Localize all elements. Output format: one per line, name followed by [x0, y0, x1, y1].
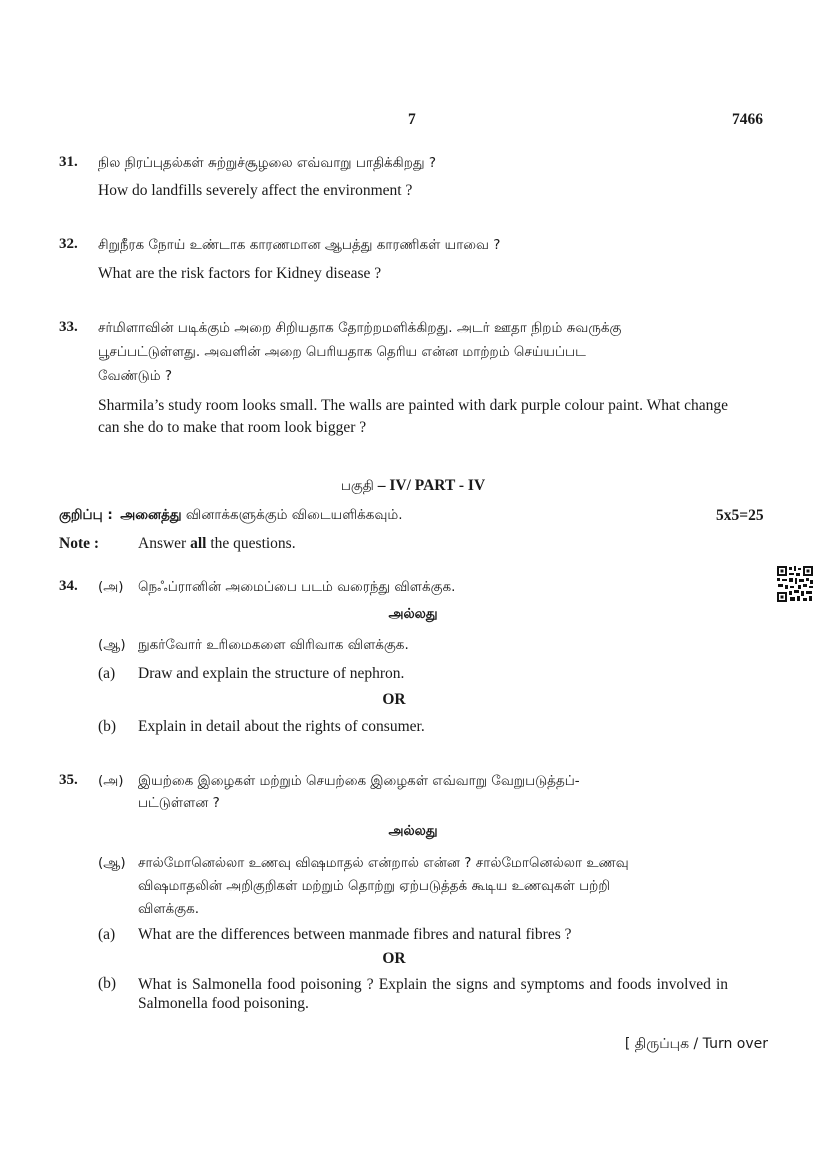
question-tamil-line: சர்மிளாவின் படிக்கும் அறை சிறியதாக தோற்றமளிக்கிறது. அடர் ஊதா நிறம் சுவருக்கு: [98, 320, 622, 336]
question-english: What are the risk factors for Kidney disease ?: [98, 265, 382, 282]
question-tamil-line: வேண்டும் ?: [98, 368, 173, 384]
note-tamil-label: குறிப்பு :: [59, 507, 113, 523]
question-number: 33.: [59, 319, 78, 335]
option-tamil-line: பட்டுள்ளன ?: [138, 795, 220, 811]
note-english-post: the questions.: [206, 535, 296, 552]
question-number: 35.: [59, 772, 78, 788]
option-tamil-line: சால்மோனெல்லா உணவு விஷமாதல் என்றால் என்ன ? சால்மோனெல்லா உணவு: [138, 855, 629, 871]
option-tamil: நெஃப்ரானின் அமைப்பை படம் வரைந்து விளக்குக.: [138, 579, 456, 595]
question-tamil: நில நிரப்புதல்கள் சுற்றுச்சூழலை எவ்வாறு பாதிக்கிறது ?: [98, 155, 437, 171]
option-label: (a): [98, 926, 116, 943]
or-english: OR: [382, 691, 406, 708]
part-heading: [0, 477, 826, 496]
or-tamil: அல்லது: [388, 606, 438, 622]
turn-over-text: [ திருப்புக / Turn over: [624, 1036, 768, 1052]
option-label: (b): [98, 718, 117, 735]
part-heading-tamil: பகுதி: [340, 478, 374, 494]
option-english: Explain in detail about the rights of consumer.: [138, 718, 425, 735]
option-english: What is Salmonella food poisoning ? Explain the signs and symptoms and foods involved in Salmonella food poisoning.: [138, 976, 728, 1012]
option-label-tamil: (அ): [98, 579, 124, 595]
paper-code: 7466: [732, 111, 763, 128]
question-english: How do landfills severely affect the environment ?: [98, 182, 413, 199]
option-label-tamil: (அ): [98, 773, 124, 789]
question-number: 32.: [59, 236, 78, 252]
question-number: 34.: [59, 578, 78, 594]
question-english: Sharmila’s study room looks small. The walls are painted with dark purple colour paint. What change can she do to make that room look bigger ?: [98, 397, 728, 436]
note-english-label: Note :: [59, 535, 100, 552]
page-number: 7: [408, 111, 416, 128]
part-heading-english: – IV/ PART - IV: [373, 477, 486, 494]
question-tamil-line: பூசப்பட்டுள்ளது. அவளின் அறை பெரியதாக தெரிய என்ன மாற்றம் செய்யப்பட: [98, 344, 586, 360]
option-label-tamil: (ஆ): [98, 855, 126, 871]
note-tamil-bold: அனைத்து: [120, 507, 182, 523]
note-english-pre: Answer: [138, 535, 191, 552]
option-tamil-line: விளக்குக.: [138, 901, 200, 917]
option-label-tamil: (ஆ): [98, 637, 126, 653]
note-tamil-text: வினாக்களுக்கும் விடையளிக்கவும்.: [181, 507, 403, 523]
turn-over: [625, 1036, 768, 1054]
note-english-text: [138, 535, 296, 553]
note-tamil: [59, 507, 403, 525]
question-tamil: சிறுநீரக நோய் உண்டாக காரணமான ஆபத்து காரணிகள் யாவை ?: [98, 237, 501, 253]
or-english: OR: [382, 950, 406, 967]
or-tamil: அல்லது: [388, 823, 438, 839]
option-label: (b): [98, 975, 117, 992]
option-tamil: நுகர்வோர் உரிமைகளை விரிவாக விளக்குக.: [138, 637, 409, 653]
option-tamil-line: விஷமாதலின் அறிகுறிகள் மற்றும் தொற்று ஏற்படுத்தக் கூடிய உணவுகள் பற்றி: [138, 878, 610, 894]
qr-code-icon: [776, 565, 814, 603]
option-tamil-line: இயற்கை இழைகள் மற்றும் செயற்கை இழைகள் எவ்வாறு வேறுபடுத்தப்-: [138, 773, 580, 789]
marks: 5x5=25: [716, 507, 764, 524]
note-english-bold: all: [190, 535, 207, 552]
option-english: What are the differences between manmade fibres and natural fibres ?: [138, 926, 572, 943]
option-english: Draw and explain the structure of nephron.: [138, 665, 405, 682]
option-label: (a): [98, 665, 116, 682]
question-number: 31.: [59, 154, 78, 170]
